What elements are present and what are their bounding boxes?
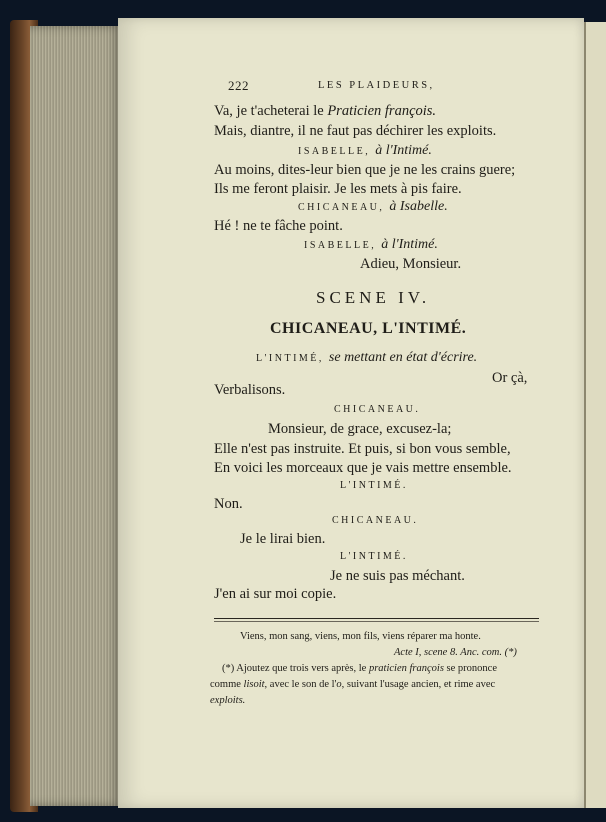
verse-line: Adieu, Monsieur. (360, 256, 462, 272)
verse-line: Au moins, dites-leur bien que je ne les crains guere; (214, 162, 516, 178)
scene-characters: CHICANEAU, L'INTIMÉ. (270, 320, 467, 337)
speaker-label: CHICANEAU. (334, 404, 421, 415)
footnote-rule (214, 618, 539, 619)
verse-line: En voici les morceaux que je vais mettre ensemble. (214, 460, 512, 476)
running-title: LES PLAIDEURS, (318, 80, 435, 91)
verse-line: Non. (214, 496, 243, 512)
verse-line: Va, je t'acheterai le Praticien françois. (214, 103, 437, 119)
speaker-label: ISABELLE, à l'Intimé. (298, 143, 432, 158)
speaker-label: L'INTIMÉ. (340, 551, 408, 562)
page-number: 222 (228, 78, 249, 93)
facing-page-edge (584, 22, 606, 808)
verse-line: Je le lirai bien. (240, 531, 326, 547)
verse-line: J'en ai sur moi copie. (214, 586, 337, 602)
verse-line: Hé ! ne te fâche point. (214, 218, 343, 234)
footnote-text: comme lisoit, avec le son de l'o, suivant l'usage ancien, et rime avec (210, 679, 496, 690)
footnote-text: exploits. (210, 695, 246, 706)
verse-line: Elle n'est pas instruite. Et puis, si bon vous semble, (214, 441, 511, 457)
verse-line: Ils me feront plaisir. Je les mets à pis faire. (214, 181, 462, 197)
scene-heading: SCENE IV. (316, 288, 431, 307)
verse-line: Je ne suis pas méchant. (330, 568, 465, 584)
page-edges (30, 26, 122, 806)
verse-line: Verbalisons. (214, 382, 286, 398)
speaker-label: L'INTIMÉ, se mettant en état d'écrire. (256, 350, 478, 365)
footnote-citation: Acte I, scene 8. Anc. com. (*) (394, 647, 517, 658)
footnote-quote: Viens, mon sang, viens, mon fils, viens réparer ma honte. (240, 631, 481, 642)
verse-line: Mais, diantre, il ne faut pas déchirer les exploits. (214, 123, 497, 139)
footnote-rule-thin (214, 621, 539, 622)
footnote-text: (*) Ajoutez que trois vers après, le praticien françois se prononce (222, 663, 497, 674)
verse-line: Or çà, (492, 370, 528, 386)
speaker-label: L'INTIMÉ. (340, 480, 408, 491)
speaker-label: ISABELLE, à l'Intimé. (304, 237, 438, 252)
speaker-label: CHICANEAU. (332, 515, 419, 526)
speaker-label: CHICANEAU, à Isabelle. (298, 199, 448, 214)
verse-line: Monsieur, de grace, excusez-la; (268, 421, 452, 437)
